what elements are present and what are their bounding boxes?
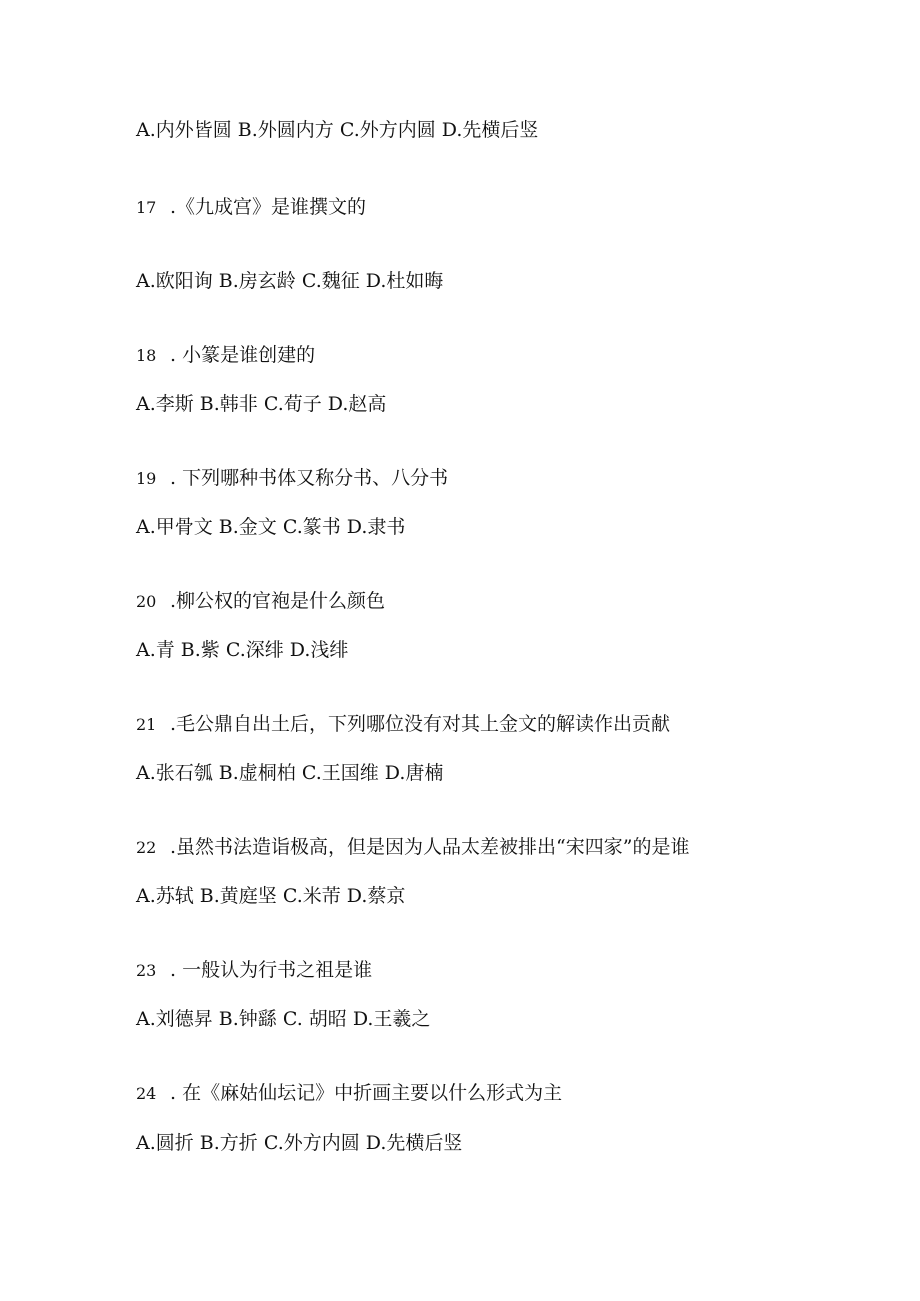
question-line xyxy=(136,343,315,368)
options-line xyxy=(136,515,405,539)
options-text: A.欧阳询 B.房玄龄 C.魏征 D.杜如晦 xyxy=(136,270,444,292)
question-number: 22 xyxy=(136,838,157,857)
question-number: 20 xyxy=(136,592,157,611)
options-text: A.青 B.紫 C.深绯 D.浅绯 xyxy=(136,639,349,661)
question-text: .虽然书法造诣极高，但是因为人品太差被排出“宋四家”的是谁 xyxy=(170,836,690,858)
question-text: . 小篆是谁创建的 xyxy=(170,344,316,366)
question-number: 17 xyxy=(136,198,157,217)
question-number: 19 xyxy=(136,469,157,488)
question-number: 21 xyxy=(136,715,157,734)
question-text: . 一般认为行书之祖是谁 xyxy=(170,959,373,981)
options-line xyxy=(136,1007,430,1031)
question-line xyxy=(136,958,372,983)
options-text: A.苏轼 B.黄庭坚 C.米芾 D.蔡京 xyxy=(136,885,406,907)
question-line xyxy=(136,466,448,491)
question-number: 24 xyxy=(136,1084,157,1103)
options-text: A.甲骨文 B.金文 C.篆书 D.隶书 xyxy=(136,516,406,538)
options-line xyxy=(136,392,386,416)
question-text: . 下列哪种书体又称分书、八分书 xyxy=(170,467,449,489)
question-line xyxy=(136,195,366,220)
options-line xyxy=(136,1131,462,1155)
options-text: A.张石瓠 B.虚桐柏 C.王国维 D.唐楠 xyxy=(136,762,444,784)
options-line xyxy=(136,884,405,908)
options-text: A.刘德昇 B.钟繇 C. 胡昭 D.王羲之 xyxy=(136,1008,431,1030)
question-number: 18 xyxy=(136,346,157,365)
question-text: .柳公权的官袍是什么颜色 xyxy=(170,590,386,612)
options-text: A.李斯 B.韩非 C.荀子 D.赵高 xyxy=(136,393,387,415)
question-text: .毛公鼎自出土后，下列哪位没有对其上金文的解读作出贡献 xyxy=(170,713,671,735)
options-text: A.内外皆圆 B.外圆内方 C.外方内圆 D.先横后竖 xyxy=(136,119,539,141)
question-line xyxy=(136,589,385,614)
options-line xyxy=(136,118,538,142)
question-line xyxy=(136,1081,562,1106)
options-line xyxy=(136,638,348,662)
question-text: . 在《麻姑仙坛记》中折画主要以什么形式为主 xyxy=(170,1082,563,1104)
question-text: .《九成宫》是谁撰文的 xyxy=(170,196,367,218)
question-line xyxy=(136,712,670,737)
options-text: A.圆折 B.方折 C.外方内圆 D.先横后竖 xyxy=(136,1132,463,1154)
question-number: 23 xyxy=(136,961,157,980)
options-line xyxy=(136,269,443,293)
question-line xyxy=(136,835,689,860)
options-line xyxy=(136,761,443,785)
